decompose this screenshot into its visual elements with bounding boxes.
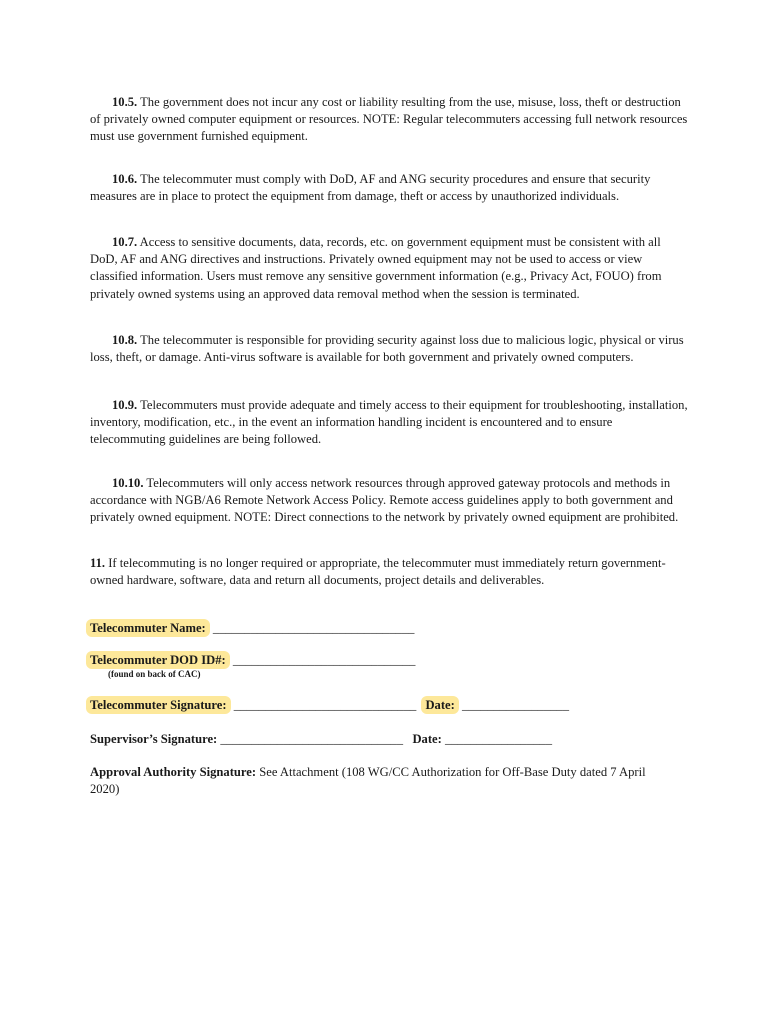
telecommuter-name-field[interactable]: ________________________________ (209, 621, 415, 635)
section-text: The government does not incur any cost or liability resulting from the use, misuse, loss, theft or destruction of privately owned computer equipment or resources. NOTE: Regular telecommuters accessing full network resources must use government furnished equipment. (90, 95, 688, 144)
section-number: 10.7. (112, 235, 138, 249)
supervisor-date-field[interactable]: _________________ (441, 732, 553, 746)
section-text: The telecommuter must comply with DoD, AF and ANG security procedures and ensure that security measures are in place to protect the equipment from damage, theft or access by unauthorized individuals. (90, 172, 651, 204)
telecommuter-signature-label: Telecommuter Signature: (86, 696, 231, 714)
section-number: 10.5. (112, 95, 138, 109)
section-11 (90, 555, 690, 589)
approval-authority (90, 764, 650, 798)
telecommuter-dod-id-field[interactable]: _____________________________ (229, 653, 416, 667)
section-text: The telecommuter is responsible for providing security against loss due to malicious logic, physical or virus loss, theft, or damage. Anti-virus software is available for both government and privately owned computers. (90, 333, 684, 365)
section-number: 11. (90, 556, 106, 570)
telecommuter-dod-id-label: Telecommuter DOD ID#: (86, 651, 230, 669)
section-10-5 (90, 94, 690, 146)
section-number: 10.10. (112, 476, 144, 490)
section-number: 10.6. (112, 172, 138, 186)
section-text: Telecommuters will only access network resources through approved gateway protocols and methods in accordance with NGB/A6 Remote Network Access Policy. Remote access guidelines apply to both government and privately owned equipment. NOTE: Direct connections to the network by privately owned equipment are prohibited. (90, 476, 679, 525)
section-10-7 (90, 234, 690, 303)
dod-id-note: (found on back of CAC) (108, 669, 201, 679)
section-text: Telecommuters must provide adequate and timely access to their equipment for troubleshooting, installation, inventory, modification, etc., in the event an information handling incident is encountered and to ensure telecommuting guidelines are being followed. (90, 398, 688, 447)
supervisor-signature-row (90, 731, 552, 748)
section-10-10 (90, 475, 690, 527)
section-10-6 (90, 171, 690, 205)
approval-authority-label: Approval Authority Signature: (90, 765, 257, 779)
telecommuter-signature-field[interactable]: _____________________________ (230, 698, 420, 712)
supervisor-date-label: Date: (412, 732, 442, 746)
section-text: Access to sensitive documents, data, records, etc. on government equipment must be consistent with all DoD, AF and ANG directives and instructions. Privately owned equipment may not be used to access or view classified information. Users must remove any sensitive government information (e.g., Privacy Act, FOUO) from privately owned systems using an approved data removal method when the session is terminated. (90, 235, 662, 301)
telecommuter-date-field[interactable]: _________________ (458, 698, 570, 712)
supervisor-signature-label: Supervisor’s Signature: (90, 732, 218, 746)
supervisor-signature-field[interactable]: _____________________________ (217, 732, 413, 746)
section-10-9 (90, 397, 690, 449)
telecommuter-signature-row (90, 697, 569, 714)
section-number: 10.9. (112, 398, 138, 412)
approval-authority-text: See Attachment (108 WG/CC Authorization for Off-Base Duty dated 7 April 2020) (90, 765, 646, 797)
section-number: 10.8. (112, 333, 138, 347)
telecommuter-name-label: Telecommuter Name: (86, 619, 210, 637)
telecommuter-name-row (90, 620, 414, 637)
section-10-8 (90, 332, 690, 366)
telecommuter-dod-id-row (90, 652, 415, 669)
section-text: If telecommuting is no longer required or appropriate, the telecommuter must immediately return government-owned hardware, software, data and return all documents, project details and deliverables. (90, 556, 666, 588)
telecommuter-date-label: Date: (421, 696, 458, 714)
